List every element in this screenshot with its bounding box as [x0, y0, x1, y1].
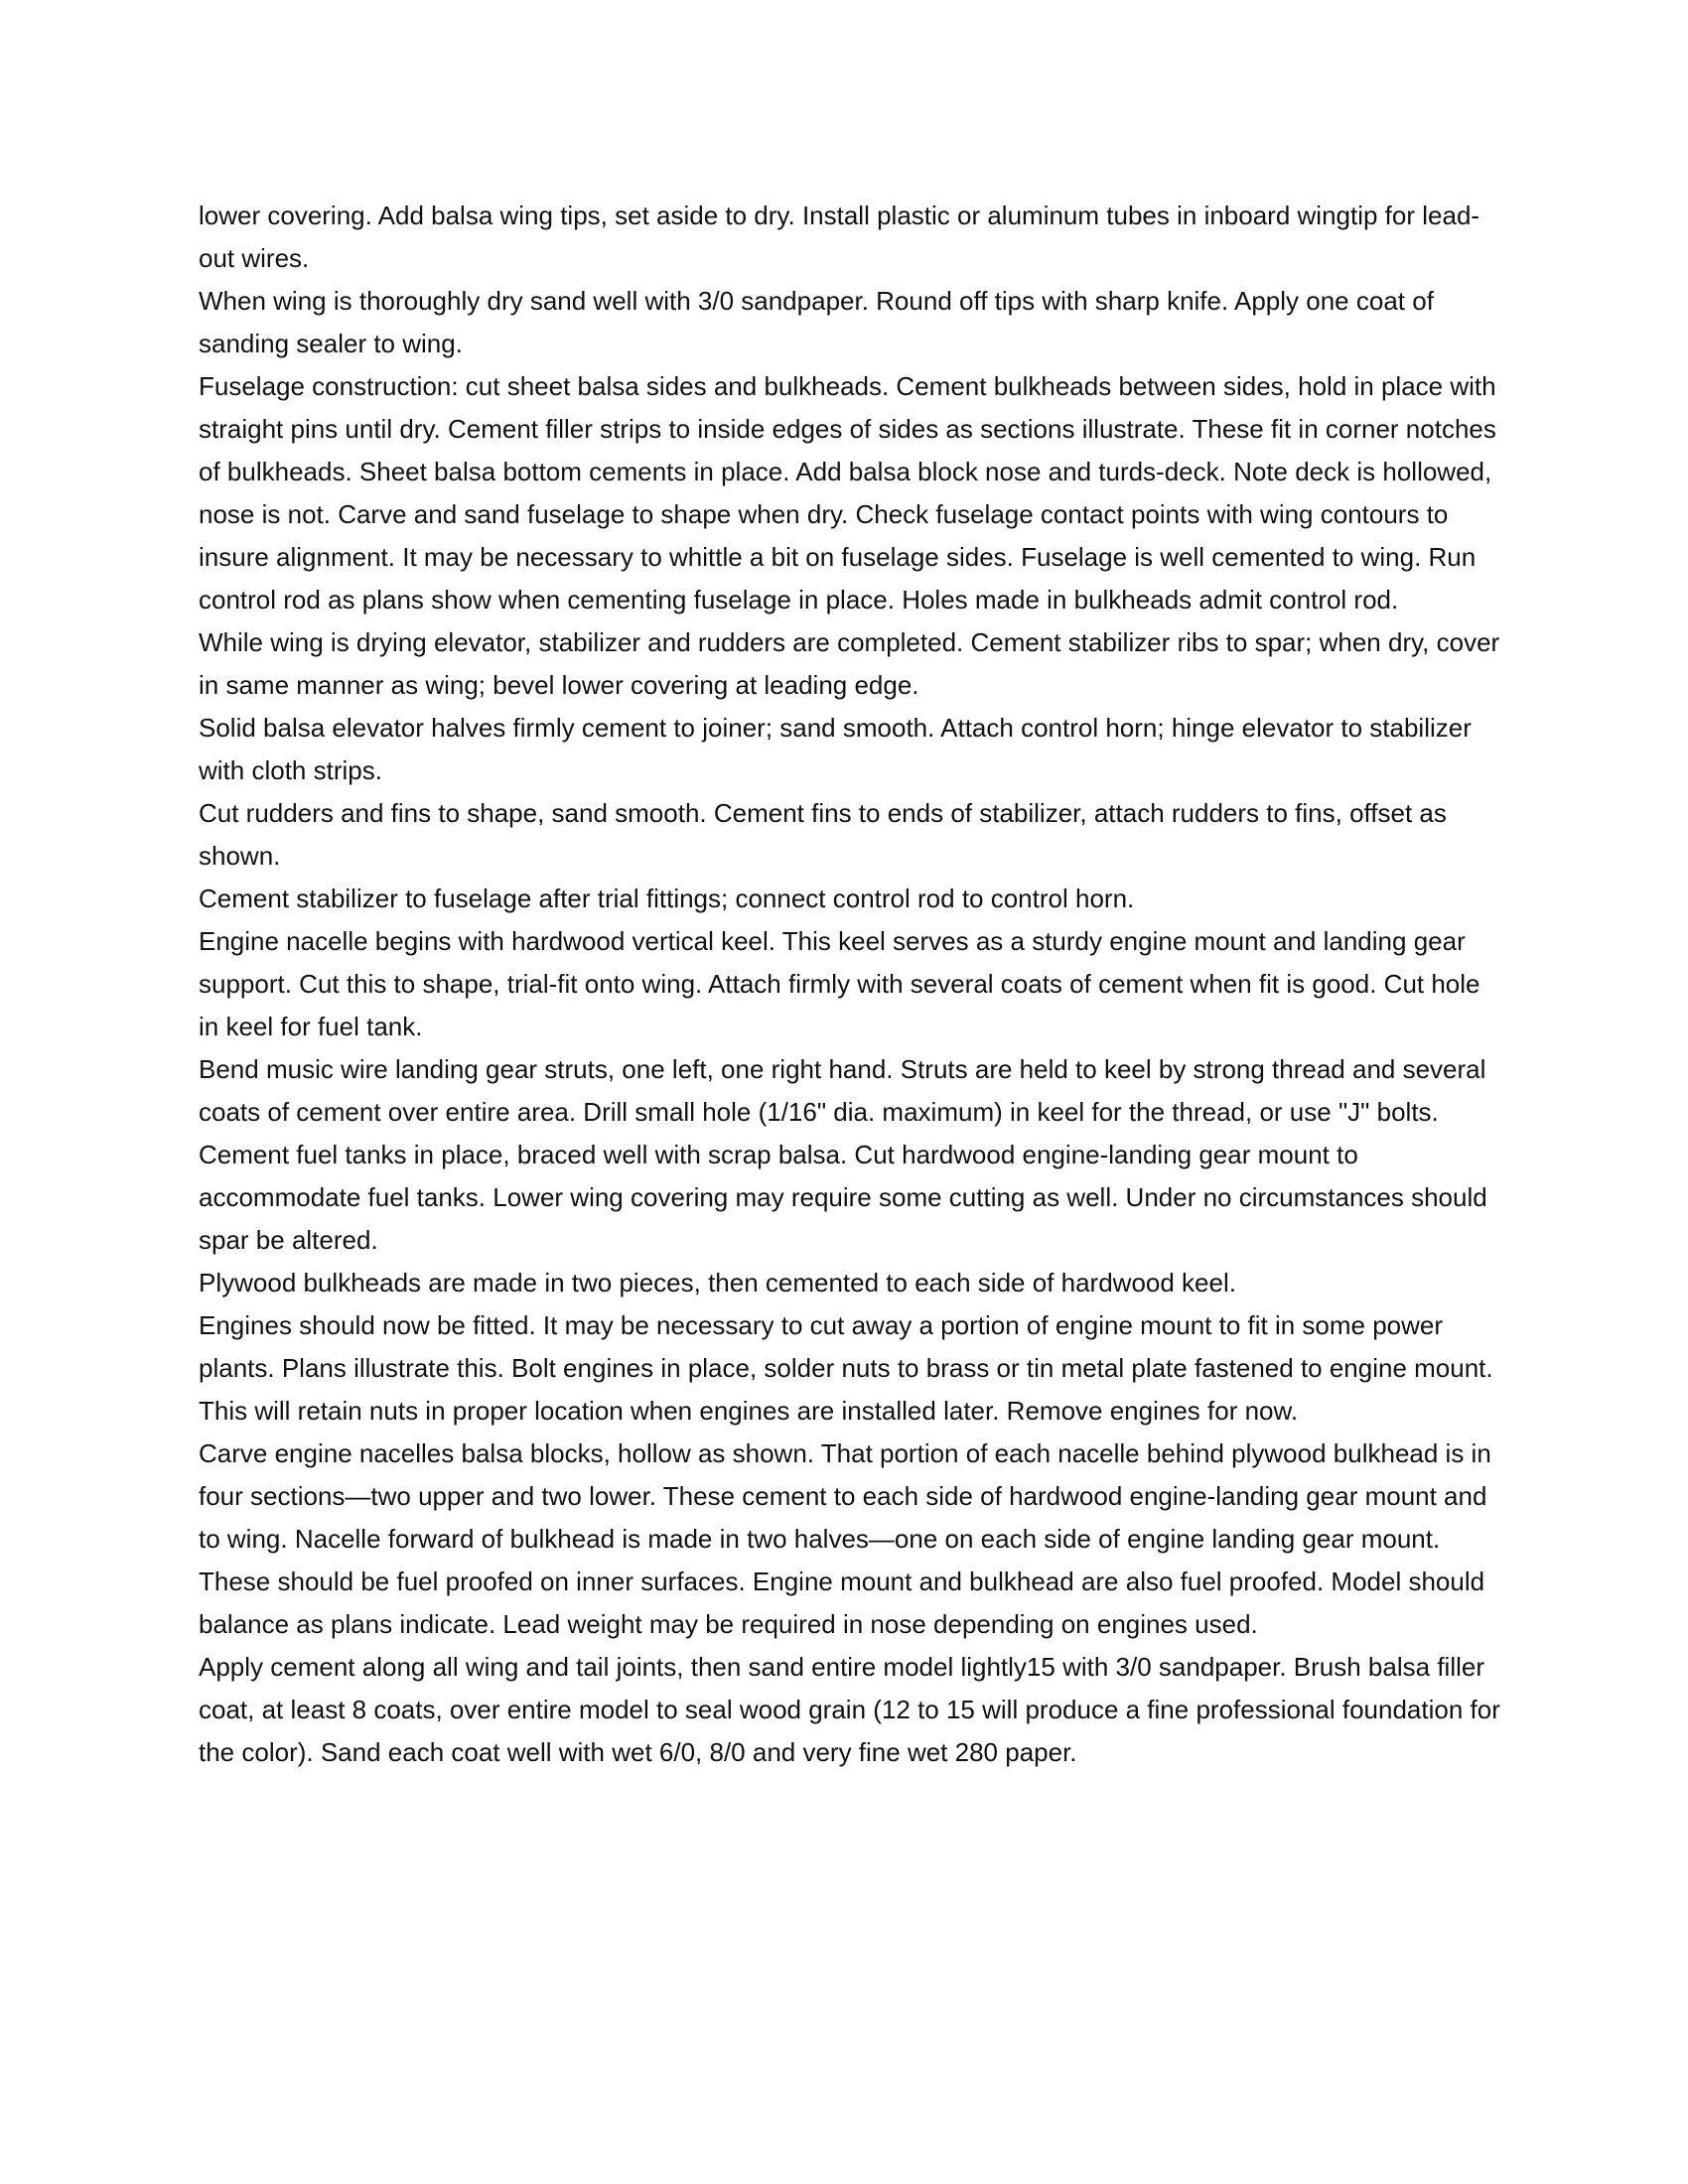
- paragraph-stabilizer: While wing is drying elevator, stabilizer and rudders are completed. Cement stabilizer ribs to spar; when dry, cover in same manner as wing; bevel lower covering at leading edge.: [199, 627, 1500, 700]
- paragraph-engine-nacelle-keel: Engine nacelle begins with hardwood vertical keel. This keel serves as a sturdy engine mount and landing gear support. Cut this to shape, trial-fit onto wing. Attach firmly with several coats of cement when fit is good. Cut hole in keel for fuel tank.: [199, 926, 1480, 1041]
- paragraph-finishing: Apply cement along all wing and tail joints, then sand entire model lightly15 with 3/0 sandpaper. Brush balsa filler coat, at least 8 coats, over entire model to seal wood grain (12 to 15 will produce a fine professional foundation for the color). Sand each coat well with wet 6/0, 8/0 and very fine wet 280 paper.: [199, 1652, 1500, 1767]
- paragraph-fuel-tanks: Cement fuel tanks in place, braced well with scrap balsa. Cut hardwood engine-landing gear mount to accommodate fuel tanks. Lower wing covering may require some cutting as well. Under no circumstances should spar be altered.: [199, 1140, 1487, 1255]
- paragraph-stabilizer-attach: Cement stabilizer to fuselage after trial fittings; connect control rod to control horn.: [199, 884, 1135, 913]
- paragraph-wing-sanding: When wing is thoroughly dry sand well with 3/0 sandpaper. Round off tips with sharp knife. Apply one coat of sanding sealer to wing.: [199, 286, 1434, 358]
- paragraph-engine-fitting: Engines should now be fitted. It may be necessary to cut away a portion of engine mount to fit in some power plants. Plans illustrate this. Bolt engines in place, solder nuts to brass or tin metal plate fastened to engine mount. This will retain nuts in proper location when engines are installed later. Remove engines for now.: [199, 1310, 1493, 1426]
- paragraph-elevator: Solid balsa elevator halves firmly cement to joiner; sand smooth. Attach control horn; hinge elevator to stabilizer with cloth strips.: [199, 713, 1472, 785]
- paragraph-nacelle-carving: Carve engine nacelles balsa blocks, hollow as shown. That portion of each nacelle behind plywood bulkhead is in four sections—two upper and two lower. These cement to each side of hardwood engine-landing gear mount and to wing. Nacelle forward of bulkhead is made in two halves—one on each side of engine landing gear mount. These should be fuel proofed on inner surfaces. Engine mount and bulkhead are also fuel proofed. Model should balance as plans indicate. Lead weight may be required in nose depending on engines used.: [199, 1438, 1491, 1639]
- paragraph-wing-tips: lower covering. Add balsa wing tips, set aside to dry. Install plastic or aluminum tubes in inboard wingtip for lead-out wires.: [199, 201, 1480, 273]
- paragraph-landing-gear: Bend music wire landing gear struts, one left, one right hand. Struts are held to keel by strong thread and several coats of cement over entire area. Drill small hole (1/16" dia. maximum) in keel for the thread, or use "J" bolts.: [199, 1054, 1486, 1127]
- paragraph-plywood-bulkheads: Plywood bulkheads are made in two pieces, then cemented to each side of hardwood keel.: [199, 1268, 1236, 1297]
- document-body: [199, 195, 1503, 1774]
- paragraph-fuselage-construction: Fuselage construction: cut sheet balsa sides and bulkheads. Cement bulkheads between sides, hold in place with straight pins until dry. Cement filler strips to inside edges of sides as sections illustrate. These fit in corner notches of bulkheads. Sheet balsa bottom cements in place. Add balsa block nose and turds-deck. Note deck is hollowed, nose is not. Carve and sand fuselage to shape when dry. Check fuselage contact points with wing contours to insure alignment. It may be necessary to whittle a bit on fuselage sides. Fuselage is well cemented to wing. Run control rod as plans show when cementing fuselage in place. Holes made in bulkheads admit control rod.: [199, 371, 1496, 614]
- paragraph-rudders-fins: Cut rudders and fins to shape, sand smooth. Cement fins to ends of stabilizer, attach rudders to fins, offset as shown.: [199, 798, 1447, 871]
